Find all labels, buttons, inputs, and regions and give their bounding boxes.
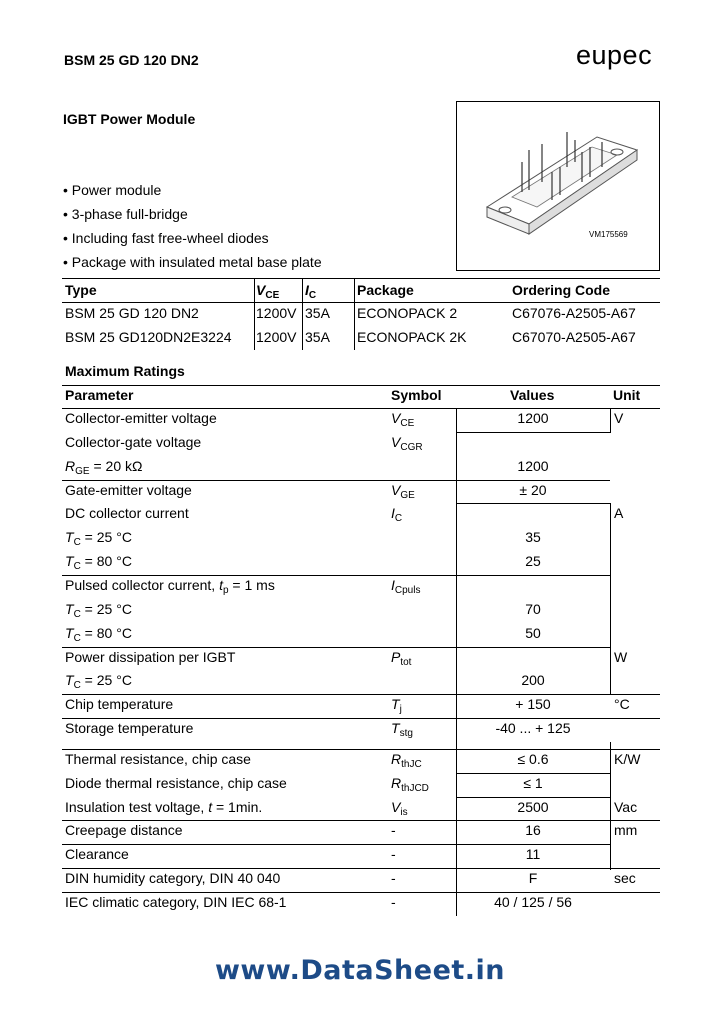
module-photo [456,101,660,271]
symbol-cell: $V_{GE}$ [391,481,415,501]
parameter-cell: Power dissipation per IGBT [65,648,236,665]
symbol-cell: $I_C$ [391,505,403,525]
parameter-cell: Diode thermal resistance, chip case [65,774,287,791]
parameter-cell: Clearance [65,846,129,863]
unit-cell: Vac [614,798,638,815]
value-cell: 25 [525,553,541,570]
package-header: Package [357,282,414,298]
product-subtitle: IGBT Power Module [63,111,196,127]
parameter-cell: $T_C = 25$ °C [65,529,132,549]
value-cell: ≤ 1 [523,774,543,791]
vce-cell: 1200V [256,305,297,321]
values-header: Values [510,387,555,403]
parameter-cell: Pulsed collector current, $t_p = 1$ ms [65,576,275,596]
value-cell: 70 [525,600,541,617]
value-cell: ≤ 0.6 [517,750,549,767]
symbol-cell: - [391,846,396,863]
unit-cell: V [614,410,624,426]
parameter-cell: $R_{GE} = 20$ kΩ [65,457,143,477]
type-cell: BSM 25 GD 120 DN2 [65,305,199,321]
unit-cell: sec [614,870,636,887]
value-cell: + 150 [515,696,551,713]
symbol-cell: $R_{thJC}$ [391,750,422,770]
parameter-header: Parameter [65,387,134,403]
parameter-cell: DC collector current [65,505,189,522]
vce-cell: 1200V [256,329,297,345]
parameter-cell: $T_C = 25$ °C [65,672,132,692]
vce-header: $V_{CE}$ [256,282,280,301]
parameter-cell: $T_C = 25$ °C [65,600,132,620]
symbol-cell: $T_j$ [391,696,402,716]
value-cell: 40 / 125 / 56 [494,894,572,910]
ic-cell: 35A [305,305,330,321]
value-cell: 1200 [517,410,549,426]
symbol-cell: $R_{thJCD}$ [391,774,429,794]
ic-cell: 35A [305,329,330,345]
parameter-cell: Storage temperature [65,720,194,737]
unit-cell: mm [614,822,638,839]
feature-item: • Power module [63,182,162,198]
ic-header: $I_C$ [305,282,317,301]
type-header: Type [65,282,97,298]
parameter-cell: Collector-emitter voltage [65,410,217,426]
ordering-cell: C67076-A2505-A67 [512,305,636,321]
parameter-cell: $T_C = 80$ °C [65,624,132,644]
unit-cell: A [614,505,624,522]
value-cell: 35 [525,529,541,546]
type-cell: BSM 25 GD120DN2E3224 [65,329,232,345]
ordering-header: Ordering Code [512,282,611,298]
feature-item: • Including fast free-wheel diodes [63,230,269,246]
parameter-cell: Thermal resistance, chip case [65,750,251,767]
symbol-cell: - [391,822,396,839]
value-cell: 1200 [517,457,549,474]
unit-header: Unit [613,387,641,403]
part-number-title: BSM 25 GD 120 DN2 [64,52,199,68]
parameter-cell: Creepage distance [65,822,183,839]
symbol-cell: $T_{stg}$ [391,720,413,740]
value-cell: 11 [525,846,541,863]
feature-item: • 3-phase full-bridge [63,206,188,222]
value-cell: 50 [525,624,541,641]
symbol-cell: $P_{tot}$ [391,648,412,668]
brand-logo: eupec [576,40,653,70]
parameter-cell: Insulation test voltage, t = 1min. [65,798,263,815]
symbol-cell: - [391,870,396,887]
unit-cell: °C [614,696,630,713]
symbol-header: Symbol [391,387,442,403]
value-cell: F [528,870,538,887]
package-cell: ECONOPACK 2K [357,329,467,345]
symbol-cell: $V_{CE}$ [391,410,415,429]
parameter-cell: $T_C = 80$ °C [65,553,132,573]
value-cell: 2500 [517,798,549,815]
value-cell: 200 [521,672,545,689]
parameter-cell: Gate-emitter voltage [65,481,192,498]
parameter-cell: Collector-gate voltage [65,433,202,450]
module-drawing-icon [457,102,659,270]
symbol-cell: $V_{CGR}$ [391,433,423,453]
parameter-cell: Chip temperature [65,696,174,713]
image-label: VM175569 [589,230,628,239]
ordering-cell: C67070-A2505-A67 [512,329,636,345]
value-cell: 16 [525,822,541,839]
symbol-cell: - [391,894,396,910]
feature-item: • Package with insulated metal base plate [63,254,322,270]
symbol-cell: $V_{is}$ [391,798,408,818]
unit-cell: W [614,648,628,665]
parameter-cell: DIN humidity category, DIN 40 040 [65,870,281,887]
symbol-cell: $I_{Cpuls}$ [391,576,421,596]
package-cell: ECONOPACK 2 [357,305,458,321]
unit-cell: K/W [614,750,641,767]
value-cell: -40 ... + 125 [495,720,571,737]
value-cell: ± 20 [519,481,547,498]
parameter-cell: IEC climatic category, DIN IEC 68-1 [65,894,287,910]
footer-watermark: www.DataSheet.in [214,955,506,986]
ratings-title: Maximum Ratings [65,363,185,379]
